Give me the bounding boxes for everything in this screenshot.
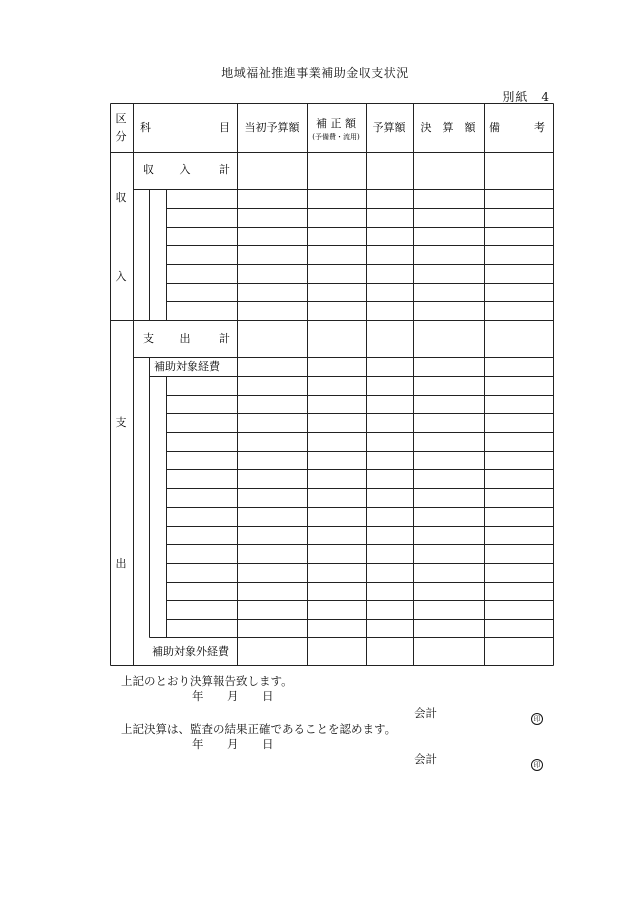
report-seal-mark: 印 — [531, 713, 543, 725]
expense-label-top: 支 — [115, 416, 127, 429]
income-total-2: 入 — [179, 163, 191, 176]
audit-statement: 上記決算は、監査の結果正確であることを認めます。 — [121, 722, 397, 736]
audit-accountant-label: 会計 — [414, 752, 437, 766]
header-remarks-left: 備 — [489, 121, 500, 134]
expense-total-2: 出 — [179, 332, 191, 345]
header-item-right: 目 — [219, 121, 230, 134]
expense-label-bottom: 出 — [115, 557, 127, 570]
attachment-label: 別紙 4 — [502, 90, 550, 104]
expense-non-subsidized-label: 補助対象外経費 — [152, 645, 229, 658]
report-seal-icon — [531, 706, 543, 725]
audit-seal-icon — [531, 752, 543, 771]
header-item-left: 科 — [140, 121, 151, 134]
header-category-top: 区 — [115, 112, 127, 125]
audit-date-month: 月 — [227, 737, 239, 751]
income-total-1: 収 — [143, 163, 154, 176]
header-correction-note: (予備費・流用) — [312, 133, 360, 141]
audit-date-day: 日 — [262, 737, 274, 751]
report-date-year: 年 — [192, 689, 204, 703]
income-label-top: 収 — [115, 191, 127, 204]
expense-total-3: 計 — [219, 332, 230, 345]
audit-seal-mark: 印 — [531, 759, 543, 771]
header-settlement: 決 算 額 — [420, 121, 476, 134]
table-grid-lines — [111, 104, 554, 666]
header-correction: 補 正 額 — [316, 117, 356, 130]
expense-total-1: 支 — [143, 332, 154, 345]
header-budget: 予算額 — [372, 121, 406, 134]
report-date-month: 月 — [227, 689, 239, 703]
income-total-3: 計 — [219, 163, 230, 176]
document-title: 地域福祉推進事業補助金収支状況 — [221, 66, 409, 80]
header-remarks-right: 考 — [534, 121, 545, 134]
report-statement: 上記のとおり決算報告致します。 — [121, 674, 293, 688]
audit-date-year: 年 — [192, 737, 204, 751]
report-accountant-label: 会計 — [414, 706, 437, 720]
expense-subsidized-label: 補助対象経費 — [154, 360, 220, 373]
header-category-bottom: 分 — [115, 130, 127, 143]
report-date-day: 日 — [262, 689, 274, 703]
income-label-bottom: 入 — [115, 270, 127, 283]
header-initial-budget: 当初予算額 — [244, 121, 300, 134]
